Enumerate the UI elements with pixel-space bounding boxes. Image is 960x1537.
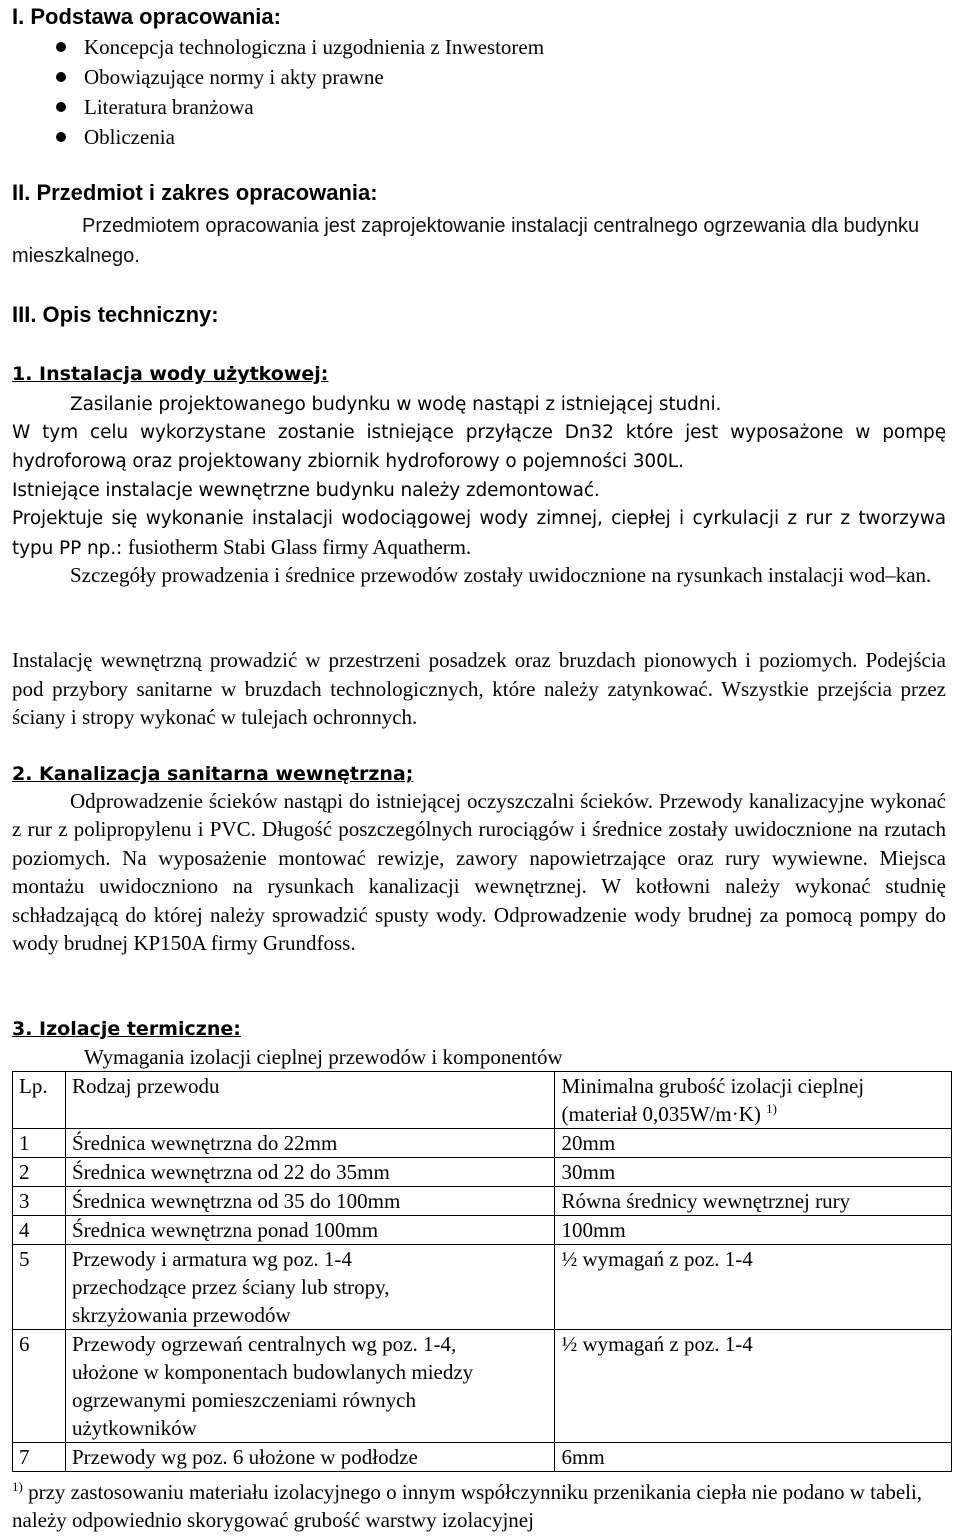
paragraph: Instalację wewnętrzną prowadzić w przestrzeni posadzek oraz bruzdach pionowych i poziomych. Podejścia pod przybory sanitarne w bruzdach technologicznych, które należy zatynkować. Wszystkie przejścia przez ściany i stropy wykonać w tulejach ochronnych. [12,648,946,729]
table-row: 4 Średnica wewnętrzna ponad 100mm 100mm [13,1216,952,1245]
table-row: 5 Przewody i armatura wg poz. 1-4 przechodzące przez ściany lub stropy, skrzyżowania przewodów ½ wymagań z poz. 1-4 [13,1245,952,1330]
section-2-title: II. Przedmiot i zakres opracowania: [12,180,378,205]
table-row: 3 Średnica wewnętrzna od 35 do 100mm Równa średnicy wewnętrznej rury [13,1187,952,1216]
list-item: Obliczenia [52,122,544,152]
paragraph: Istniejące instalacje wewnętrzne budynku należy zdemontować. [12,480,600,501]
table-caption: Wymagania izolacji cieplnej przewodów i komponentów [84,1045,563,1069]
column-header: Lp. [13,1072,66,1129]
table-header-row [13,1072,952,1129]
table-row: 1 Średnica wewnętrzna do 22mm 20mm [13,1129,952,1158]
subsection-1-heading: 1. Instalacja wody użytkowej: [12,363,329,385]
subsection-3-heading: 3. Izolacje termiczne: [12,1018,241,1040]
list-item: Koncepcja technologiczna i uzgodnienia z Inwestorem [52,32,544,62]
bullet-icon [56,72,66,82]
table-row: 7 Przewody wg poz. 6 ułożone w podłodze 6mm [13,1443,952,1472]
paragraph: Szczegóły prowadzenia i średnice przewodów zostały uwidocznione na rysunkach instalacji wod–kan. [70,563,932,587]
bullet-icon [56,42,66,52]
section-1-title: I. Podstawa opracowania: [12,4,281,29]
table-row: 2 Średnica wewnętrzna od 22 do 35mm 30mm [13,1158,952,1187]
bullet-icon [56,102,66,112]
subsection-2-heading: 2. Kanalizacja sanitarna wewnętrzna; [12,763,414,785]
paragraph: Zasilanie projektowanego budynku w wodę nastąpi z istniejącej studni. [70,394,722,415]
paragraph: Projektuje się wykonanie instalacji wodociągowej wody zimnej, ciepłej i cyrkulacji z rur z tworzywa typu PP np.: fusiotherm Stabi Glass firmy Aquatherm. [12,508,946,559]
section-3-title: III. Opis techniczny: [12,302,219,327]
table-footnote: $^{1)}$ przy zastosowaniu materiału izolacyjnego o innym współczynniku przenikania ciepła nie podano w tabeli, należy odpowiednio skorygować grubość warstwy izolacyjnej [12,1479,923,1532]
section-2-text: Przedmiotem opracowania jest zaprojektowanie instalacji centralnego ogrzewania dla budynku mieszkalnego. [12,215,920,267]
column-header: Rodzaj przewodu [65,1072,555,1129]
basis-list [52,32,544,152]
column-header: Minimalna grubość izolacji cieplnej (materiał 0,035W/m·K) $^{1)}$ [555,1072,952,1129]
paragraph: Odprowadzenie ścieków nastąpi do istniejącej oczyszczalni ścieków. Przewody kanalizacyjne wykonać z rur z polipropylenu i PVC. Długość poszczególnych rurociągów i średnice zostały uwidocznione na rzutach poziomych. Na wyposażenie montować rewizje, zawory napowietrzające oraz rury wywiewne. Miejsca montażu uwidoczniono na rysunkach kanalizacji wewnętrznej. W kotłowni należy wykonać studnię schładzającą do której należy sprowadzić spusty wody. Odprowadzenie wody brudnej za pomocą pompy do wody brudnej KP150A firmy Grundfoss. [12,789,946,956]
table-row: 6 Przewody ogrzewań centralnych wg poz. 1-4, ułożone w komponentach budowlanych miedzy ogrzewanymi pomieszczeniami równych użytkowników ½ wymagań z poz. 1-4 [13,1330,952,1443]
paragraph: W tym celu wykorzystane zostanie istniejące przyłącze Dn32 które jest wyposażone w pompę hydroforową oraz projektowany zbiornik hydroforowy o pojemności 300L. [12,422,946,472]
insulation-table [12,1071,952,1472]
list-item: Obowiązujące normy i akty prawne [52,62,544,92]
bullet-icon [56,132,66,142]
list-item: Literatura branżowa [52,92,544,122]
